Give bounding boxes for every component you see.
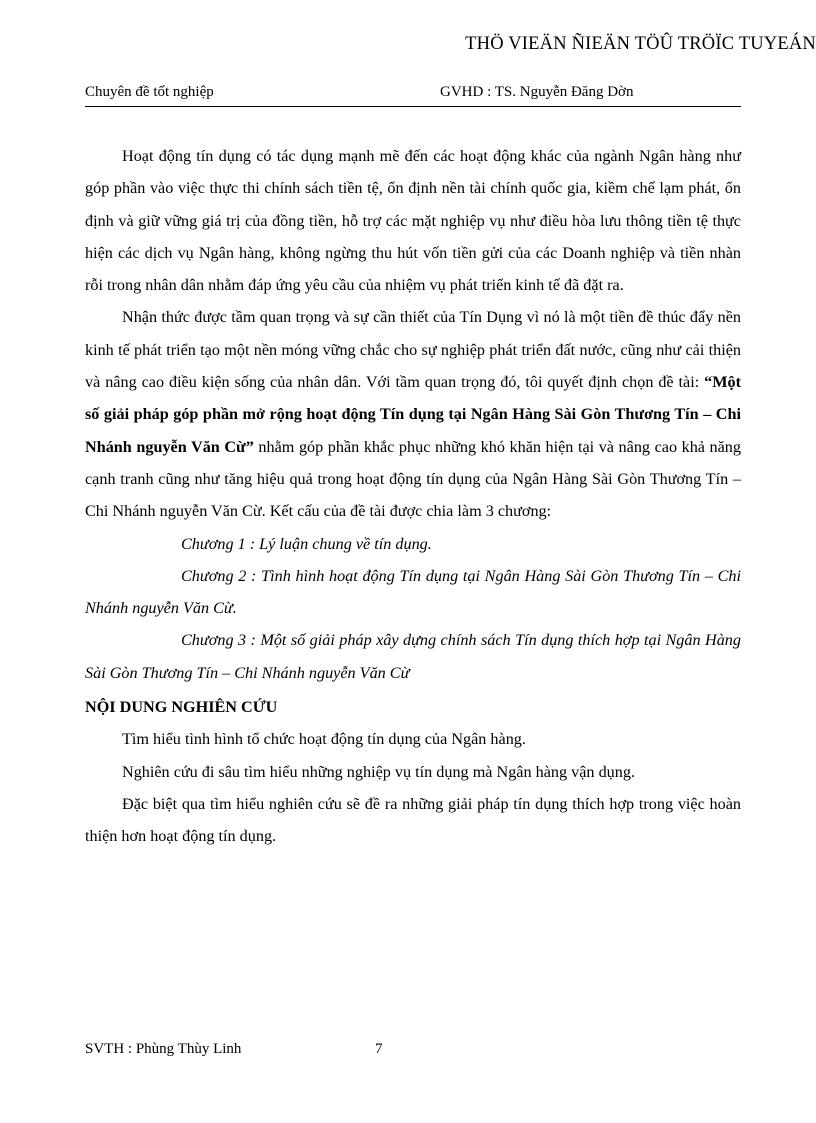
topic-tail-text: nhằm góp phần khắc phục những khó khăn hiện tại và nâng cao khả năng cạnh tranh cũng như tăng hiệu quả trong hoạt động tín dụng của Ngân Hàng Sài Gòn Thương Tín – Chi Nhánh nguyễn Văn Cừ. Kết cấu của đề tài được chia làm 3 chương:: [85, 437, 741, 521]
research-item-1: Tìm hiểu tình hình tổ chức hoạt động tín dụng của Ngân hàng.: [122, 730, 526, 749]
research-item-3: Đặc biệt qua tìm hiểu nghiên cứu sẽ đề ra những giải pháp tín dụng thích hợp trong việc hoàn thiện hơn hoạt động tín dụng.: [85, 794, 741, 846]
page-header: [85, 84, 741, 107]
chapter-2: Chương 2 : Tình hình hoạt động Tín dụng tại Ngân Hàng Sài Gòn Thương Tín – Chi Nhánh nguyễn Văn Cừ.: [85, 566, 741, 618]
chapter-3: Chương 3 : Một số giải pháp xây dựng chính sách Tín dụng thích hợp tại Ngân Hàng Sài Gòn Thương Tín – Chi Nhánh nguyễn Văn Cừ: [85, 631, 741, 682]
research-item-2: Nghiên cứu đi sâu tìm hiểu những nghiệp vụ tín dụng mà Ngân hàng vận dụng.: [122, 762, 635, 781]
library-watermark: THÖ VIEÄN ÑIEÄN TÖÛ TRÖÏC TUYEÁN: [465, 34, 816, 54]
footer-student: SVTH : Phùng Thùy Linh: [85, 1041, 242, 1057]
header-advisor: GVHD : TS. Nguyễn Đăng Dờn: [440, 84, 634, 100]
paragraph-intro: Hoạt động tín dụng có tác dụng mạnh mẽ đến các hoạt động khác của ngành Ngân hàng như góp phần vào việc thực thi chính sách tiền tệ, ổn định nền tài chính quốc gia, kiềm chế lạm phát, ổn định và giữ vững giá trị của đồng tiền, hỗ trợ các mặt nghiệp vụ như điều hòa lưu thông tiền tệ thực hiện các dịch vụ Ngân hàng, không ngừng thu hút vốn tiền gửi của các Doanh nghiệp và tiền nhàn rỗi trong nhân dân nhằm đáp ứng yêu cầu của nhiệm vụ phát triển kinh tế đã đặt ra.: [85, 147, 741, 295]
topic-lead-text: Nhận thức được tầm quan trọng và sự cần thiết của Tín Dụng vì nó là một tiền đề thúc đẩy nền kinh tế phát triển tạo một nền móng vững chắc cho sự nghiệp phát triển đất nước, cũng như cải thiện và nâng cao điều kiện sống của nhân dân. Với tầm quan trọng đó, tôi quyết định chọn đề tài:: [85, 308, 741, 392]
section-heading: NỘI DUNG NGHIÊN CỨU: [85, 698, 278, 717]
page-number: 7: [375, 1041, 383, 1057]
page-body: [85, 140, 741, 853]
paragraph-topic: [85, 301, 741, 527]
header-document-type: Chuyên đề tốt nghiệp: [85, 84, 214, 100]
thesis-title: “Một số giải pháp góp phần mở rộng hoạt động Tín dụng tại Ngân Hàng Sài Gòn Thương Tín – Chi Nhánh nguyễn Văn Cừ”: [85, 373, 741, 456]
chapter-1: Chương 1 : Lý luận chung về tín dụng.: [181, 534, 432, 553]
